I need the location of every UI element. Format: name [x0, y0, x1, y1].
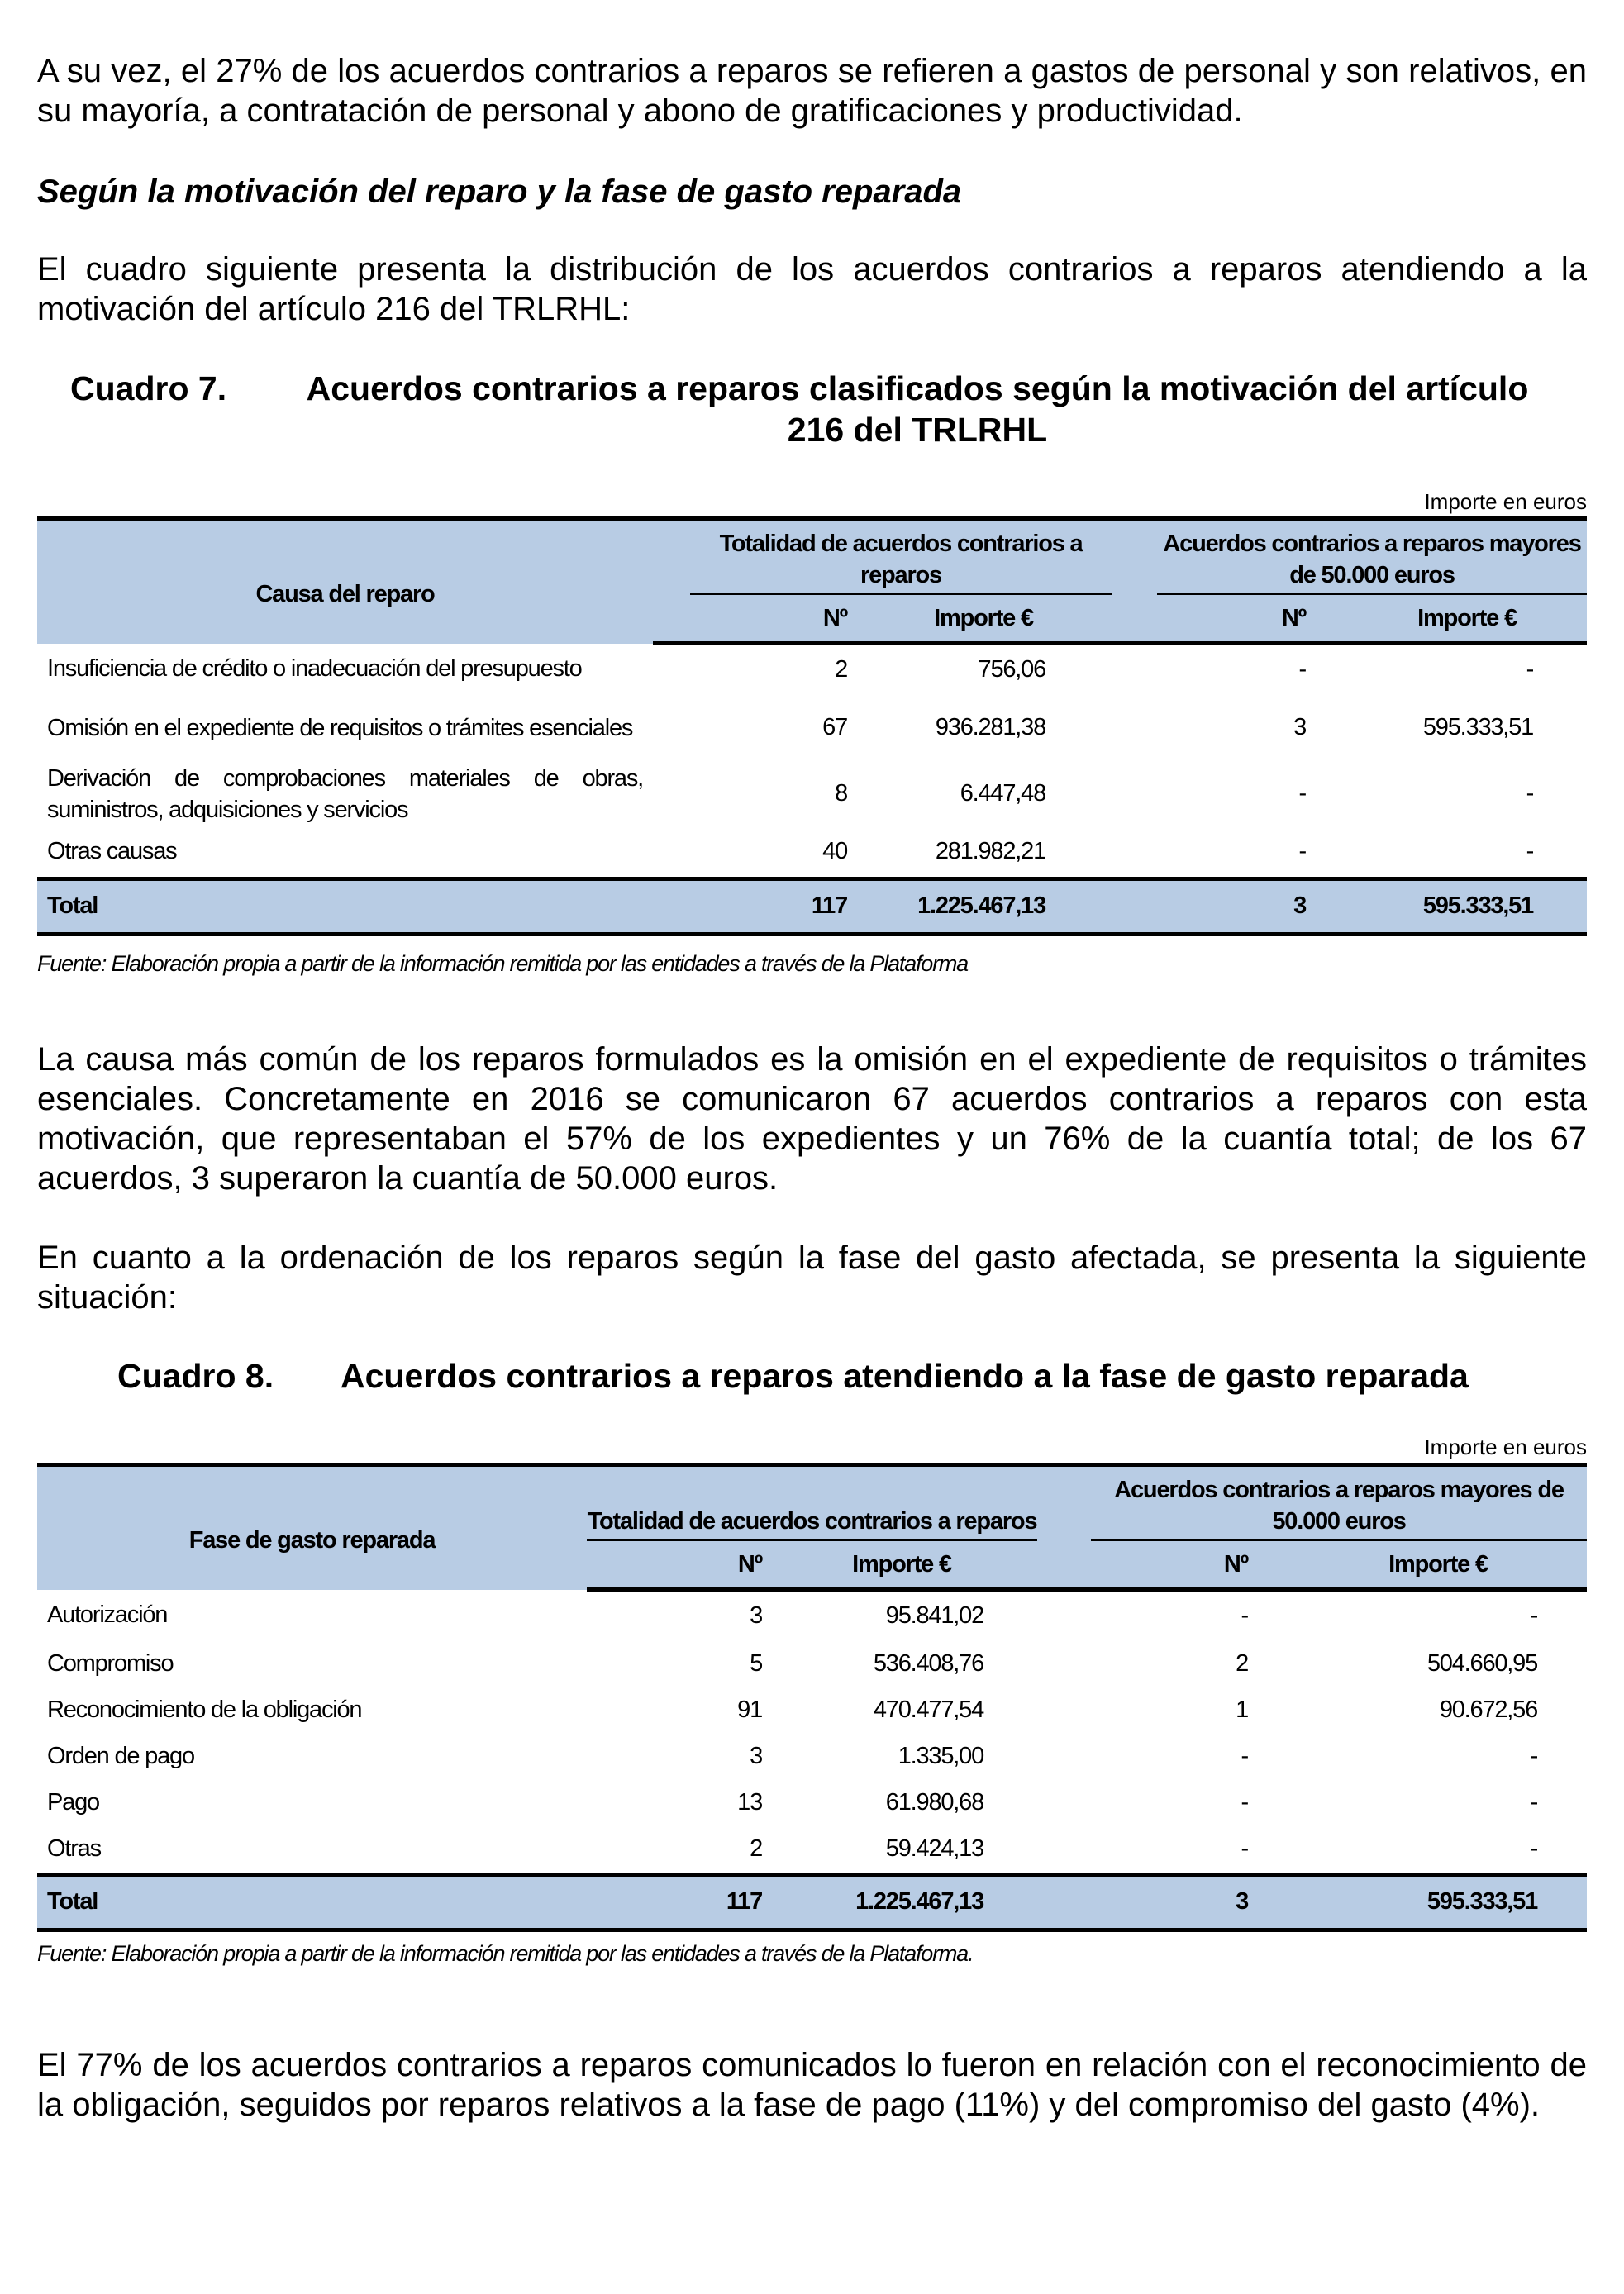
- cuadro8-col-n2: Nº: [1091, 1541, 1289, 1590]
- cuadro7-caption: [37, 368, 1587, 450]
- cuadro8-number: Cuadro 8.: [117, 1357, 274, 1395]
- cuadro8-col-importe2: Importe €: [1289, 1541, 1587, 1590]
- total-row: Total 117 1.225.467,13 3 595.333,51: [37, 1874, 1587, 1930]
- table-row: Pago 13 61.980,68 - -: [47, 1789, 1538, 1816]
- cuadro8-col-importe1: Importe €: [770, 1541, 1066, 1590]
- cuadro7-units: Importe en euros: [1424, 489, 1587, 514]
- cuadro8-table: [37, 1463, 1587, 1932]
- paragraph-causa-comun: La causa más común de los reparos formulados es la omisión en el expediente de requisitos o trámites esenciales. Concretamente en 2016 se comunicaron 67 acuerdos contrarios a reparos con esta motivación, que representaban el 57% de los expedientes y un 76% de la cuantía total; de los 67 acuerdos, 3 superaron la cuantía de 50.000 euros.: [37, 1041, 1587, 1197]
- cuadro8-col-fase: Fase de gasto reparada: [37, 1465, 587, 1590]
- table-row: Derivación de comprobaciones materiales de obras, suministros, adquisiciones y servicios 8 6.447,48 - -: [47, 764, 1534, 823]
- table-row: Insuficiencia de crédito o inadecuación del presupuesto 2 756,06 - -: [47, 655, 1534, 683]
- cuadro7-col-n1: Nº: [653, 595, 855, 644]
- cuadro7-source: Fuente: Elaboración propia a partir de la información remitida por las entidades a través de la Plataforma: [37, 951, 968, 976]
- cuadro8-col-n1: Nº: [587, 1541, 770, 1590]
- cuadro7-group-total: Totalidad de acuerdos contrarios a reparos: [653, 519, 1112, 596]
- cuadro7-number: Cuadro 7.: [70, 369, 227, 407]
- section-heading: Según la motivación del reparo y la fase de gasto reparada: [37, 174, 962, 210]
- paragraph-personal: A su vez, el 27% de los acuerdos contrarios a reparos se refieren a gastos de personal y son relativos, en su mayoría, a contratación de personal y abono de gratificaciones y productividad.: [37, 53, 1587, 129]
- cuadro8-group-total: Totalidad de acuerdos contrarios a reparos: [587, 1465, 1066, 1542]
- table-row: Autorización 3 95.841,02 - -: [47, 1602, 1538, 1630]
- cuadro7-col-importe1: Importe €: [855, 595, 1112, 644]
- table-row: Otras causas 40 281.982,21 - -: [47, 838, 1534, 864]
- cuadro8-caption: [37, 1355, 1587, 1398]
- table-row: Otras 2 59.424,13 - -: [47, 1835, 1538, 1862]
- cuadro8-group-mayores: Acuerdos contrarios a reparos mayores de 50.000 euros: [1091, 1465, 1587, 1542]
- cuadro7-col-causa: Causa del reparo: [37, 519, 653, 644]
- total-row: Total 117 1.225.467,13 3 595.333,51: [37, 878, 1587, 934]
- paragraph-intro-cuadro8: En cuanto a la ordenación de los reparos según la fase del gasto afectada, se presenta la siguiente situación:: [37, 1240, 1587, 1316]
- cuadro8-title: Acuerdos contrarios a reparos atendiendo a la fase de gasto reparada: [341, 1357, 1469, 1395]
- cuadro7-group-mayores: Acuerdos contrarios a reparos mayores de 50.000 euros: [1136, 519, 1587, 596]
- table-row: Compromiso 5 536.408,76 2 504.660,95: [47, 1650, 1538, 1677]
- cuadro7-col-importe2: Importe €: [1347, 595, 1587, 644]
- paragraph-intro-cuadro7: El cuadro siguiente presenta la distribución de los acuerdos contrarios a reparos atendiendo a la motivación del artículo 216 del TRLRHL:: [37, 251, 1587, 327]
- table-row: Reconocimiento de la obligación 91 470.477,54 1 90.672,56: [47, 1697, 1538, 1723]
- cuadro8-source: Fuente: Elaboración propia a partir de la información remitida por las entidades a través de la Plataforma.: [37, 1941, 974, 1966]
- cuadro7-title: Acuerdos contrarios a reparos clasificados según la motivación del artículo 216 del TRLRHL: [306, 369, 1529, 449]
- cuadro7-col-n2: Nº: [1136, 595, 1347, 644]
- paragraph-conclusion: El 77% de los acuerdos contrarios a reparos comunicados lo fueron en relación con el reconocimiento de la obligación, seguidos por reparos relativos a la fase de pago (11%) y del compromiso del gasto (4%).: [37, 2047, 1587, 2123]
- table-row: Omisión en el expediente de requisitos o trámites esenciales 67 936.281,38 3 595.333,51: [47, 714, 1534, 741]
- cuadro7-table: [37, 516, 1587, 936]
- table-row: Orden de pago 3 1.335,00 - -: [47, 1743, 1538, 1769]
- cuadro8-units: Importe en euros: [1424, 1435, 1587, 1459]
